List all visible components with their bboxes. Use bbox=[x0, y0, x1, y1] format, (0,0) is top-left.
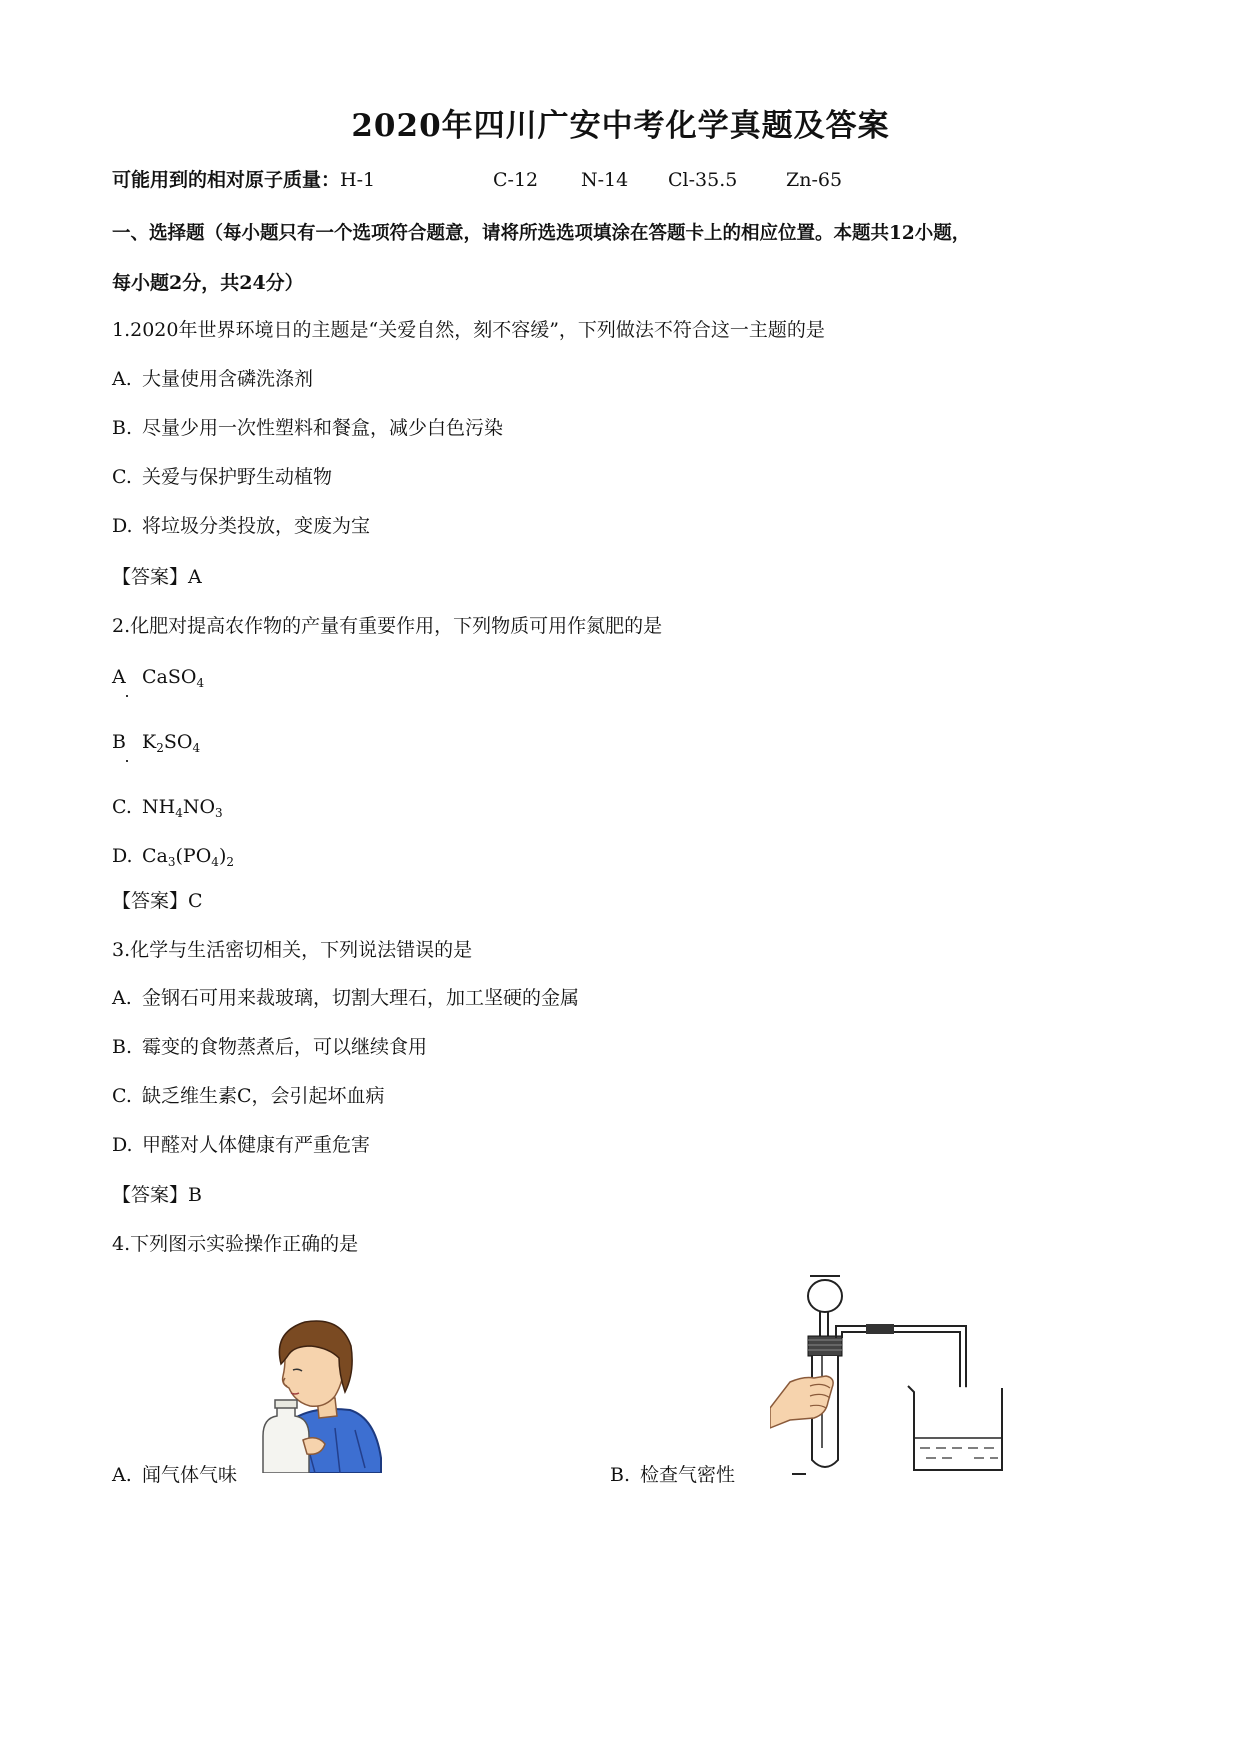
option-label: D. bbox=[112, 515, 133, 537]
question-2-option-d bbox=[112, 844, 234, 868]
atomic-masses bbox=[112, 168, 843, 192]
option-label: A. bbox=[112, 987, 132, 1009]
question-3-option-a bbox=[112, 986, 579, 1010]
option-label: B. bbox=[112, 1036, 133, 1058]
question-1-stem: 1.2020年世界环境日的主题是“关爱自然，刻不容缓”，下列做法不符合这一主题的是 bbox=[112, 319, 825, 341]
airtightness-check-apparatus bbox=[770, 1268, 1010, 1478]
option-text: 大量使用含磷洗涤剂 bbox=[142, 368, 314, 390]
stray-mark bbox=[126, 695, 128, 697]
question-3-option-d bbox=[112, 1133, 370, 1157]
option-label: A. bbox=[112, 1464, 132, 1486]
option-text: 将垃圾分类投放，变废为宝 bbox=[142, 515, 371, 537]
atomic-mass-c: C-12 bbox=[493, 169, 539, 191]
option-label: A bbox=[112, 666, 126, 688]
section-heading-line1: 一、选择题（每小题只有一个选项符合题意，请将所选选项填涂在答题卡上的相应位置。本题共12小题， bbox=[112, 223, 971, 244]
question-2-stem: 2.化肥对提高农作物的产量有重要作用，下列物质可用作氮肥的是 bbox=[112, 615, 663, 637]
atomic-masses-label: 可能用到的相对原子质量： bbox=[112, 169, 341, 191]
question-4-stem: 4.下列图示实验操作正确的是 bbox=[112, 1233, 359, 1255]
option-text: 金钢石可用来裁玻璃，切割大理石，加工坚硬的金属 bbox=[142, 987, 580, 1009]
atomic-mass-zn: Zn-65 bbox=[786, 169, 843, 191]
atomic-mass-cl: Cl-35.5 bbox=[668, 169, 738, 191]
formula-nh4no3: $NH_4NO_3$ bbox=[142, 796, 223, 820]
question-3-stem: 3.化学与生活密切相关，下列说法错误的是 bbox=[112, 939, 473, 961]
question-2-option-c bbox=[112, 795, 223, 819]
option-label: B. bbox=[112, 417, 133, 439]
formula-caso4: CaSO$_4$ bbox=[142, 666, 205, 690]
formula-ca3po42: $Ca_3(PO_4)_2$ bbox=[142, 845, 234, 869]
section-heading-line2: 每小题2分，共24分） bbox=[112, 272, 304, 294]
question-3-option-c bbox=[112, 1084, 385, 1108]
option-label: C. bbox=[112, 466, 132, 488]
question-3-answer: 【答案】B bbox=[112, 1184, 202, 1206]
question-4-option-b bbox=[610, 1463, 735, 1487]
option-label: B bbox=[112, 731, 126, 753]
smelling-gas-illustration bbox=[255, 1318, 385, 1473]
option-text: 关爱与保护野生动植物 bbox=[142, 466, 333, 488]
option-text: 检查气密性 bbox=[640, 1464, 736, 1486]
atomic-mass-h: H-1 bbox=[340, 169, 376, 191]
formula-k2so4: $K_2SO_4$ bbox=[142, 731, 201, 755]
option-text: 闻气体气味 bbox=[142, 1464, 238, 1486]
option-label: D. bbox=[112, 1134, 133, 1156]
option-text: 缺乏维生素C，会引起坏血病 bbox=[142, 1085, 385, 1107]
question-1-option-d bbox=[112, 514, 370, 538]
question-2-answer: 【答案】C bbox=[112, 890, 203, 912]
question-1-option-a bbox=[112, 367, 313, 391]
question-4-option-a bbox=[112, 1463, 237, 1487]
stray-mark bbox=[126, 760, 128, 762]
question-3-option-b bbox=[112, 1035, 427, 1059]
option-text: 甲醛对人体健康有严重危害 bbox=[142, 1134, 371, 1156]
atomic-mass-n: N-14 bbox=[581, 169, 629, 191]
question-1-option-c bbox=[112, 465, 332, 489]
option-label: C. bbox=[112, 796, 132, 818]
option-label: D. bbox=[112, 845, 133, 867]
question-2-option-b bbox=[112, 730, 200, 754]
page-title: 2020年四川广安中考化学真题及答案 bbox=[351, 108, 890, 144]
option-text: 尽量少用一次性塑料和餐盒，减少白色污染 bbox=[142, 417, 504, 439]
question-1-answer: 【答案】A bbox=[112, 566, 202, 588]
question-2-option-a bbox=[112, 665, 204, 689]
option-text: 霉变的食物蒸煮后，可以继续食用 bbox=[142, 1036, 428, 1058]
option-label: A. bbox=[112, 368, 132, 390]
option-label: B. bbox=[610, 1464, 631, 1486]
question-1-option-b bbox=[112, 416, 503, 440]
option-label: C. bbox=[112, 1085, 132, 1107]
